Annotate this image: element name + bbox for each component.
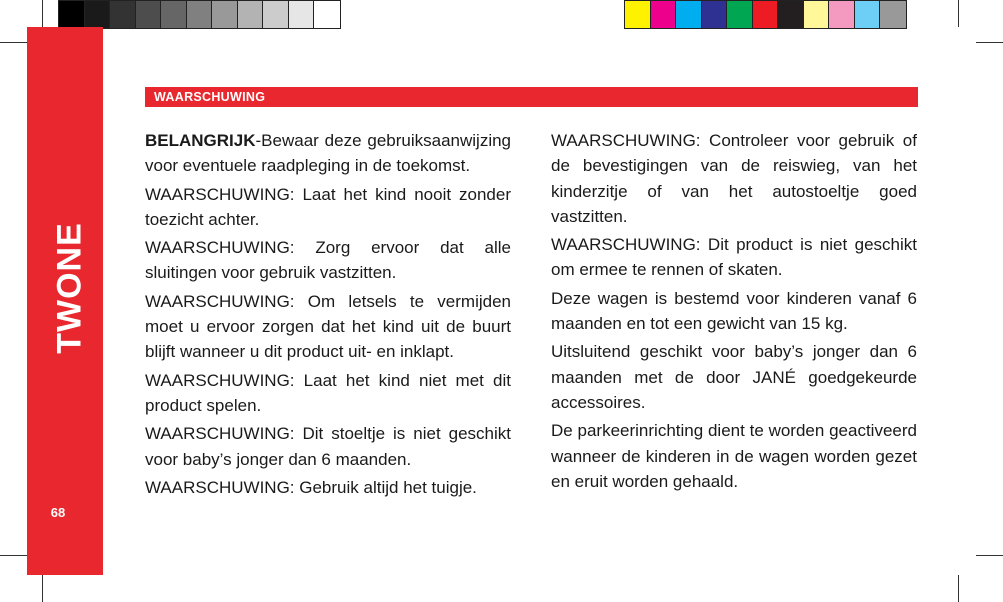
intro-bold-label: BELANGRIJK <box>145 131 256 150</box>
crop-mark <box>976 555 1003 556</box>
color-swatch <box>651 1 677 28</box>
color-swatch <box>804 1 830 28</box>
warning-paragraph: WAARSCHUWING: Dit product is niet geschikt om ermee te rennen of skaten. <box>551 235 917 280</box>
section-title: WAARSCHUWING <box>154 90 266 104</box>
color-swatch <box>676 1 702 28</box>
gray-swatch <box>289 1 315 28</box>
color-swatch <box>778 1 804 28</box>
warning-paragraph: WAARSCHUWING: Controleer voor gebruik of de bevestigingen van de reiswieg, van het kinderzitje of van het autostoeltje goed vastzitten. <box>551 131 917 226</box>
gray-swatch <box>85 1 111 28</box>
crop-mark <box>0 555 27 556</box>
gray-swatch <box>238 1 264 28</box>
crop-mark <box>42 0 43 27</box>
color-swatch <box>829 1 855 28</box>
right-column <box>551 128 917 497</box>
color-swatch <box>625 1 651 28</box>
color-swatch <box>727 1 753 28</box>
crop-mark <box>976 42 1003 43</box>
warning-paragraph: WAARSCHUWING: Om letsels te vermijden moet u ervoor zorgen dat het kind uit de buurt blijft wanneer u dit product uit- en inklapt. <box>145 291 511 362</box>
color-swatch <box>753 1 779 28</box>
crop-mark <box>958 0 959 27</box>
crop-mark <box>958 575 959 602</box>
gray-swatch <box>136 1 162 28</box>
warning-paragraph: WAARSCHUWING: Zorg ervoor dat alle sluitingen voor gebruik vastzitten. <box>145 238 511 283</box>
color-swatch <box>880 1 906 28</box>
brand-title: TWONE <box>50 222 89 354</box>
gray-swatch <box>110 1 136 28</box>
warning-paragraph: WAARSCHUWING: Laat het kind niet met dit product spelen. <box>145 370 511 415</box>
gray-swatch <box>59 1 85 28</box>
warning-paragraph: WAARSCHUWING: Laat het kind nooit zonder toezicht achter. <box>145 184 511 229</box>
gray-swatch <box>161 1 187 28</box>
color-swatch <box>855 1 881 28</box>
left-column <box>145 128 511 503</box>
gray-swatch <box>187 1 213 28</box>
crop-mark <box>42 575 43 602</box>
crop-mark <box>0 42 27 43</box>
gray-swatch <box>263 1 289 28</box>
intro-paragraph <box>145 128 511 179</box>
page-number: 68 <box>50 505 66 520</box>
info-paragraph: De parkeerinrichting dient te worden geactiveerd wanneer de kinderen in de wagen worden gezet en eruit worden gehaald. <box>551 421 917 491</box>
warning-paragraph: WAARSCHUWING: Dit stoeltje is niet geschikt voor baby’s jonger dan 6 maanden. <box>145 424 511 469</box>
color-calibration-bar <box>624 0 907 29</box>
info-paragraph: Deze wagen is bestemd voor kinderen vanaf 6 maanden en tot een gewicht van 15 kg. <box>551 288 917 334</box>
warning-paragraph: WAARSCHUWING: Gebruik altijd het tuigje. <box>145 477 477 497</box>
info-paragraph: Uitsluitend geschikt voor baby’s jonger dan 6 maanden met de door JANÉ goedgekeurde accessoires. <box>551 342 917 412</box>
color-swatch <box>702 1 728 28</box>
section-header <box>145 87 918 107</box>
gray-swatch <box>314 1 340 28</box>
grayscale-calibration-bar <box>58 0 341 29</box>
intro-text: -Bewaar deze gebruiksaanwijzing voor eventuele raadpleging in de toekomst. <box>145 131 511 176</box>
gray-swatch <box>212 1 238 28</box>
